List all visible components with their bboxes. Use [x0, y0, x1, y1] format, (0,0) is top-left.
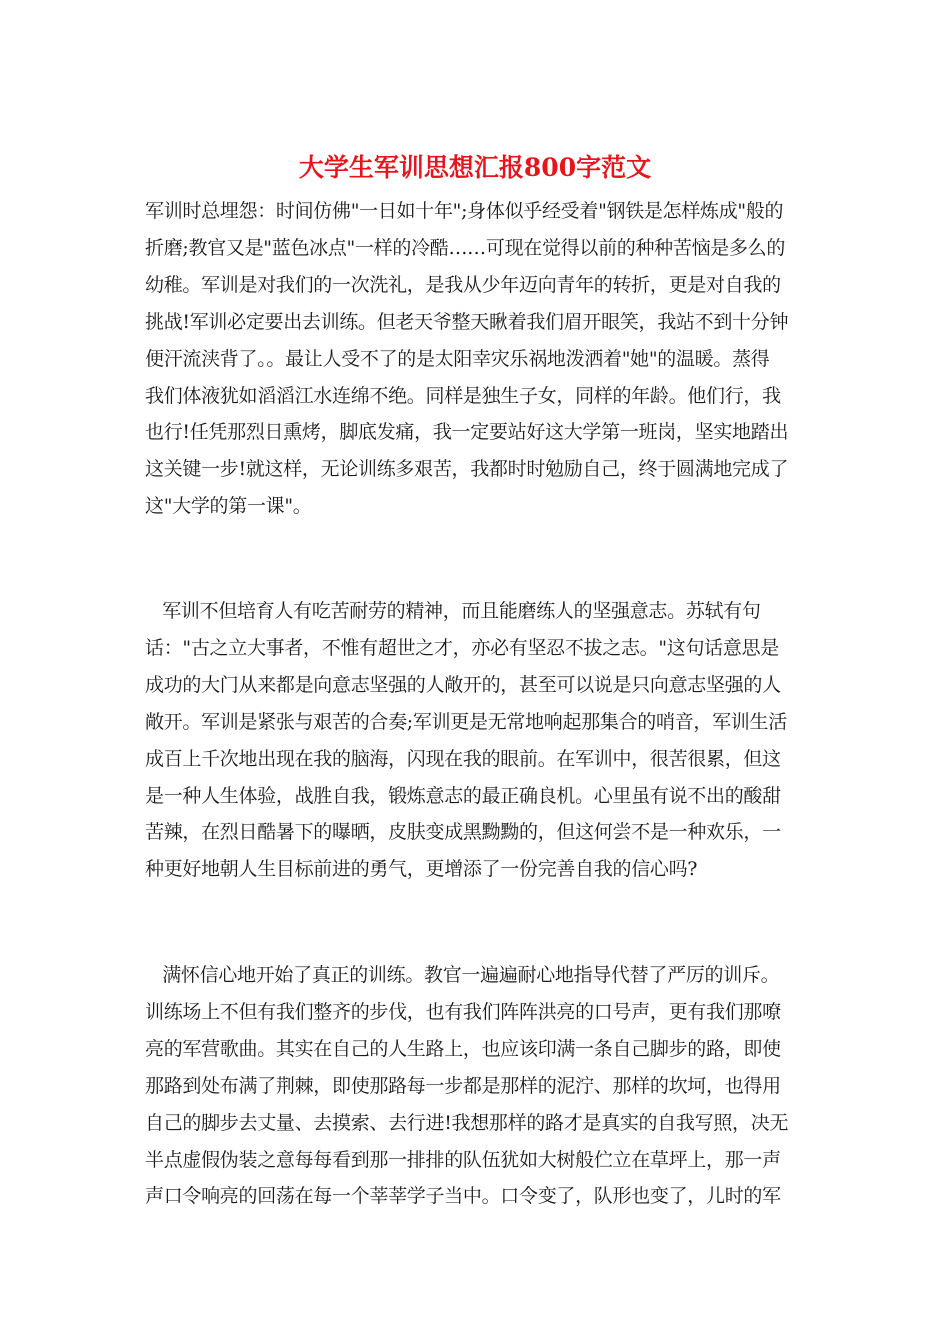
paragraph-line: 这关键一步!就这样，无论训练多艰苦，我都时时勉励自己，终于圆满地完成了	[145, 458, 789, 481]
paragraph-1	[145, 193, 807, 525]
paragraph-line: 成百上千次地出现在我的脑海，闪现在我的眼前。在军训中，很苦很累，但这	[145, 747, 781, 770]
paragraph-line: 亮的军营歌曲。其实在自己的人生路上，也应该印满一条自己脚步的路，即使	[145, 1037, 781, 1060]
paragraph-line: 军训不但培育人有吃苦耐劳的精神，而且能磨练人的坚强意志。苏轼有句	[145, 600, 761, 622]
paragraph-line: 自己的脚步去丈量、去摸索、去行进!我想那样的路才是真实的自我写照，决无	[145, 1111, 789, 1134]
paragraph-line: 声口令响亮的回荡在每一个莘莘学子当中。口令变了，队形也变了，儿时的军	[145, 1185, 781, 1208]
paragraph-line: 军训时总埋怨：时间仿佛"一日如十年";身体似乎经受着"钢铁是怎样炼成"般的	[145, 200, 784, 222]
paragraph-line: 话："古之立大事者，不惟有超世之才，亦必有坚忍不拔之志。"这句话意思是	[145, 636, 779, 659]
paragraph-line: 种更好地朝人生目标前进的勇气，更增添了一份完善自我的信心吗?	[145, 858, 698, 881]
paragraph-line: 苦辣，在烈日酷暑下的曝晒，皮肤变成黑黝黝的，但这何尝不是一种欢乐，一	[145, 821, 781, 844]
paragraph-line: 成功的大门从来都是向意志坚强的人敞开的，甚至可以说是只向意志坚强的人	[145, 673, 781, 696]
document-title: 大学生军训思想汇报800字范文	[298, 153, 652, 182]
paragraph-line: 我们体液犹如滔滔江水连绵不绝。同样是独生子女，同样的年龄。他们行，我	[145, 384, 781, 407]
paragraph-line: 这"大学的第一课"。	[145, 495, 312, 518]
paragraph-line: 那路到处布满了荆棘，即使那路每一步都是那样的泥泞、那样的坎坷，也得用	[145, 1074, 781, 1097]
paragraph-line: 幼稚。军训是对我们的一次洗礼，是我从少年迈向青年的转折，更是对自我的	[145, 273, 781, 296]
paragraph-3	[145, 957, 807, 1215]
paragraph-line: 敞开。军训是紧张与艰苦的合奏;军训更是无常地响起那集合的哨音，军训生活	[145, 710, 787, 733]
paragraph-line: 便汗流浃背了。。最让人受不了的是太阳幸灾乐祸地泼洒着"她"的温暖。蒸得	[145, 347, 770, 370]
paragraph-line: 折磨;教官又是"蓝色冰点"一样的冷酷……可现在觉得以前的种种苦恼是多么的	[145, 236, 786, 259]
paragraph-line: 训练场上不但有我们整齐的步伐，也有我们阵阵洪亮的口号声，更有我们那嘹	[145, 1000, 781, 1023]
paragraph-line: 半点虚假伪装之意每每看到那一排排的队伍犹如大树般伫立在草坪上，那一声	[145, 1148, 781, 1171]
paragraph-2	[145, 593, 807, 888]
paragraph-line: 挑战!军训必定要出去训练。但老天爷整天瞅着我们眉开眼笑，我站不到十分钟	[145, 310, 789, 333]
paragraph-line: 满怀信心地开始了真正的训练。教官一遍遍耐心地指导代替了严厉的训斥。	[145, 964, 780, 986]
paragraph-line: 也行!任凭那烈日熏烤，脚底发痛，我一定要站好这大学第一班岗，坚实地踏出	[145, 421, 789, 444]
paragraph-line: 是一种人生体验，战胜自我，锻炼意志的最正确良机。心里虽有说不出的酸甜	[145, 784, 781, 807]
